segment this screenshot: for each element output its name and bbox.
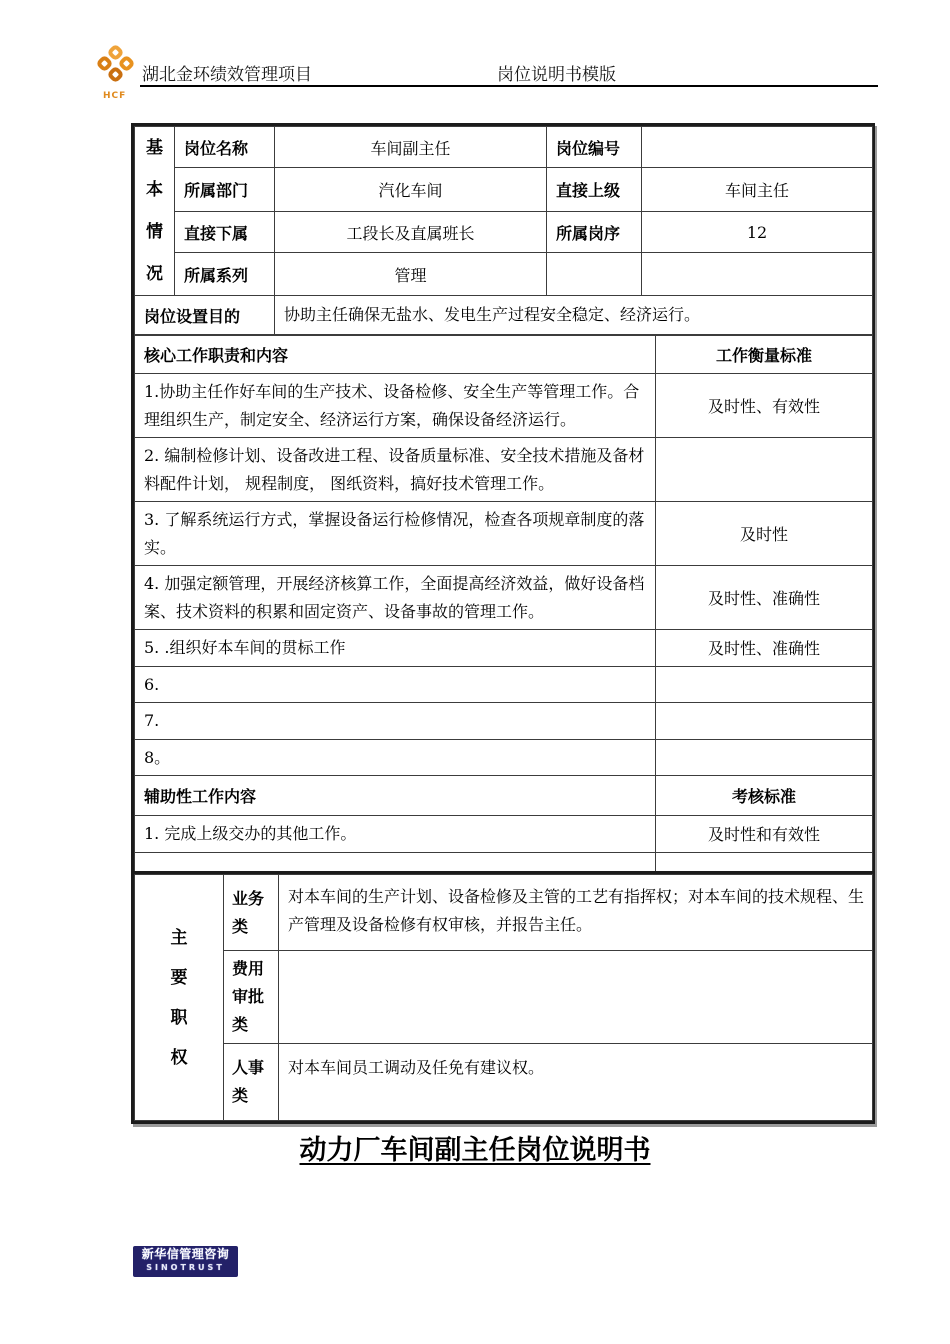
sinotrust-logo [133, 1246, 238, 1277]
authority-category-hr: 人事类 [224, 1044, 279, 1121]
authority-content-expense [279, 951, 873, 1044]
field-label-empty [547, 253, 642, 296]
core-duty-row [135, 739, 873, 776]
field-label-position-code: 岗位编号 [547, 127, 642, 168]
doc-type-label: 岗位说明书模版 [497, 65, 616, 85]
duty-standard: 及时性 [656, 502, 873, 566]
field-value-position-order: 12 [642, 212, 873, 253]
assess-standard-header: 考核标准 [656, 776, 873, 816]
field-label-position-name: 岗位名称 [175, 127, 275, 168]
core-duty-row [135, 630, 873, 667]
field-value-empty [642, 253, 873, 296]
authority-category-business: 业务类 [224, 875, 279, 951]
field-value-department: 汽化车间 [275, 168, 547, 212]
core-duty-row [135, 666, 873, 703]
authority-row [135, 951, 873, 1044]
authority-table [131, 871, 875, 1124]
company-logo [97, 45, 141, 103]
core-duties-header-row [135, 336, 873, 374]
project-title: 湖北金环绩效管理项目 [142, 65, 312, 85]
field-label-direct-superior: 直接上级 [547, 168, 642, 212]
field-label-position-order: 所属岗序 [547, 212, 642, 253]
authority-category-expense: 费用审批类 [224, 951, 279, 1044]
duty-content: 3. 了解系统运行方式，掌握设备运行检修情况，检查各项规章制度的落实。 [135, 502, 656, 566]
auxiliary-standard: 及时性和有效性 [656, 816, 873, 853]
main-table [131, 123, 875, 892]
core-duty-row [135, 566, 873, 630]
duty-content: 7. [135, 703, 656, 740]
duty-standard: 及时性、准确性 [656, 566, 873, 630]
authority-row [135, 875, 873, 951]
core-duties-header: 核心工作职责和内容 [135, 336, 656, 374]
core-duties-table [134, 335, 873, 889]
duty-content: 2. 编制检修计划、设备改进工程、设备质量标准、安全技术措施及备材料配件计划， 规程制度， 图纸资料，搞好技术管理工作。 [135, 438, 656, 502]
basic-info-row [135, 127, 873, 168]
purpose-label: 岗位设置目的 [135, 296, 275, 335]
duty-content: 1.协助主任作好车间的生产技术、设备检修、安全生产等管理工作。合理组织生产，制定安全、经济运行方案，确保设备经济运行。 [135, 374, 656, 438]
core-duty-row [135, 703, 873, 740]
authority-row [135, 1044, 873, 1121]
duty-standard [656, 739, 873, 776]
authority-content-business: 对本车间的生产计划、设备检修及主管的工艺有指挥权；对本车间的技术规程、生产管理及设备检修有权审核，并报告主任。 [279, 875, 873, 951]
core-duty-row [135, 438, 873, 502]
duty-standard [656, 438, 873, 502]
auxiliary-row [135, 816, 873, 853]
section-label-basic-info: 基 本 情 况 [135, 127, 175, 296]
authority-grid [134, 874, 873, 1121]
sinotrust-logo-english: SINOTRUST [146, 1263, 225, 1272]
field-value-position-name: 车间副主任 [275, 127, 547, 168]
auxiliary-header: 辅助性工作内容 [135, 776, 656, 816]
duty-content: 5. .组织好本车间的贯标工作 [135, 630, 656, 667]
basic-info-row [135, 212, 873, 253]
duty-content: 6. [135, 666, 656, 703]
sinotrust-logo-chinese: 新华信管理咨询 [141, 1247, 230, 1261]
field-value-subordinates: 工段长及直属班长 [275, 212, 547, 253]
basic-info-table [134, 126, 873, 335]
purpose-row [135, 296, 873, 335]
field-value-position-code [642, 127, 873, 168]
field-label-series: 所属系列 [175, 253, 275, 296]
duty-standard: 及时性、有效性 [656, 374, 873, 438]
duty-standard: 及时性、准确性 [656, 630, 873, 667]
basic-info-row [135, 253, 873, 296]
section-label-authority: 主 要 职 权 [135, 875, 224, 1121]
core-duty-row [135, 502, 873, 566]
document-title: 动力厂车间副主任岗位说明书 [299, 1135, 651, 1166]
field-value-series: 管理 [275, 253, 547, 296]
auxiliary-header-row [135, 776, 873, 816]
auxiliary-content: 1. 完成上级交办的其他工作。 [135, 816, 656, 853]
field-label-department: 所属部门 [175, 168, 275, 212]
measure-standard-header: 工作衡量标准 [656, 336, 873, 374]
duty-content: 4. 加强定额管理，开展经济核算工作，全面提高经济效益，做好设备档案、技术资料的积累和固定资产、设备事故的管理工作。 [135, 566, 656, 630]
duty-standard [656, 703, 873, 740]
logo-acronym: HCF [103, 91, 127, 101]
purpose-value: 协助主任确保无盐水、发电生产过程安全稳定、经济运行。 [275, 296, 873, 335]
basic-info-row [135, 168, 873, 212]
core-duty-row [135, 374, 873, 438]
field-label-subordinates: 直接下属 [175, 212, 275, 253]
field-value-direct-superior: 车间主任 [642, 168, 873, 212]
authority-content-hr: 对本车间员工调动及任免有建议权。 [279, 1044, 873, 1121]
orange-rings-icon [97, 45, 141, 89]
duty-content: 8。 [135, 739, 656, 776]
duty-standard [656, 666, 873, 703]
header-rule [140, 85, 878, 87]
